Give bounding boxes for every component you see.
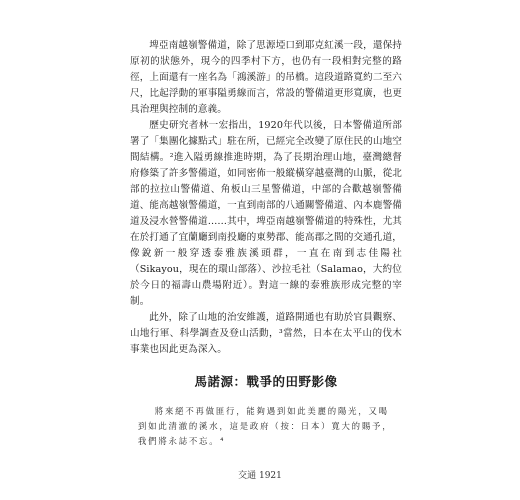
body-text xyxy=(130,38,402,449)
page-footer: 交通 1921 xyxy=(238,471,282,481)
section-title: 馬諾源：戰爭的田野影像 xyxy=(194,374,338,389)
paragraph-2: 歷史研究者林一宏指出，1920年代以後，日本警備道所部署了「集團化據點式」駐在所，已經完全改變了原住民的山地空間結構。²進入隘勇線推進時期，為了長期治理山地，臺灣總督府修築了許多警備道，如同密佈一般縱橫穿越臺灣的山脈，從北部的拉拉山警備道、角板山三星警備道，中部的合歡越嶺警備道、能高越嶺警備道，一直到南部的八通關警備道、內本鹿警備道及浸水營警備道……其中，埤亞南越嶺警備道的特殊性，尤其在於打通了宜蘭廳到南投廳的東勢郡、能高郡之間的交通孔道，像銳新一般穿透泰雅族溪頭群，一直在南到志佳陽社（Sikayou，現在的環山部落）、沙拉毛社（Salamao，大約位於今日的福壽山農場附近）。對這一線的泰雅族形成完整的宰制。 xyxy=(130,120,402,307)
block-quote: 將來絕不再做匪行，能夠遇到如此美麗的陽光，又喝到如此清澈的溪水，這是政府（按：日本）寬大的賜予，我們將永誌不忘。⁴ xyxy=(138,406,393,446)
paragraph-3: 此外，除了山地的治安維護，道路開通也有助於官員觀察、山地行軍、科學調查及登山活動，³當然，日本在太平山的伐木事業也因此更為深入。 xyxy=(130,312,402,355)
paragraph-1: 埤亞南越嶺警備道，除了思源埡口到耶克紅溪一段，還保持原初的狀態外，現今的四季村下方，也仍有一段相對完整的路徑，上面還有一座名為「鴻溪游」的吊橋。這段道路寬約二至六尺，比起浮動的軍事隘勇線而言，常設的警備道更形寬廣，也更具治理與控制的意義。 xyxy=(130,40,402,115)
